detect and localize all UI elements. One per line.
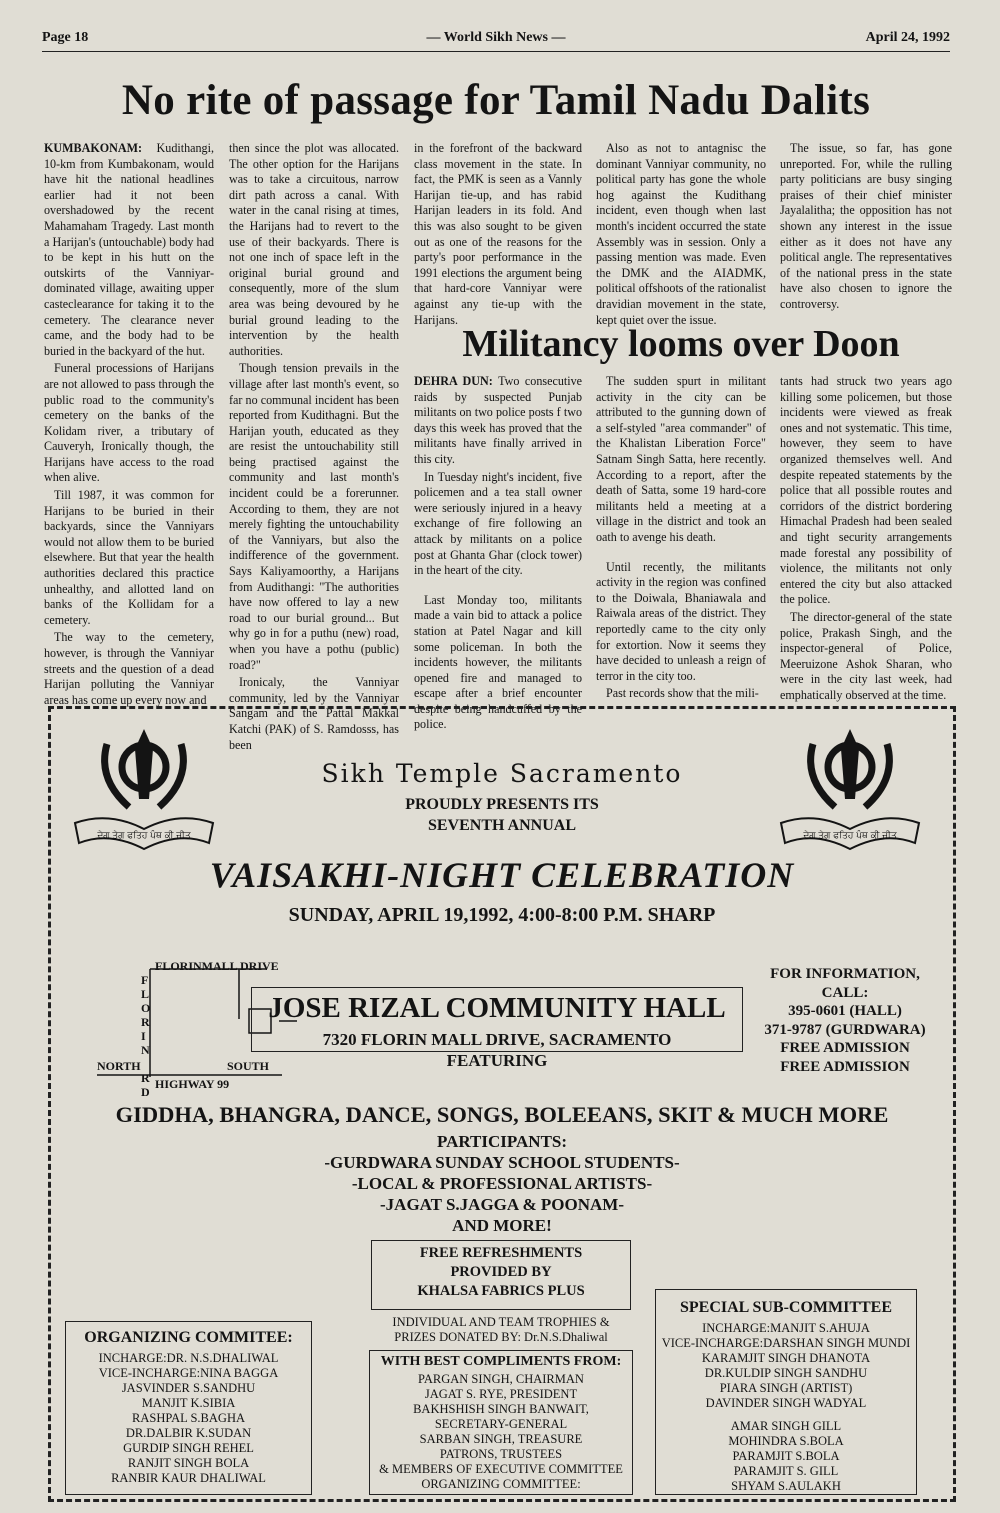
article1-column-4 (596, 141, 766, 326)
map-label-letter: D (141, 1085, 150, 1099)
article2-text: The sudden spurt in militant activity in the city can be attributed to the gunning down of a self-styled "area commander" of the Khalistan Liberation Force" Satnam Singh Satta, here recently. According to a report, after the death of Satta, some 19 hard-core militants held a meeting at a village in the district and took an oath to avenge his death. (596, 374, 766, 544)
org-member: GURDIP SINGH REHEL (123, 1441, 254, 1455)
article2-text: Two consecutive raids by suspected Punjab militants on two police posts f two days this week has proved that the militants have finally arrived in this city. (414, 374, 583, 466)
article1-headline: No rite of passage for Tamil Nadu Dalits (121, 77, 871, 124)
map-label-north: NORTH (97, 1059, 141, 1073)
participants (51, 1131, 953, 1236)
contact-line: FREE ADMISSION (780, 1040, 910, 1056)
contact-line: 371-9787 (GURDWARA) (764, 1021, 926, 1038)
refresh-line: PROVIDED BY (450, 1264, 552, 1280)
participant-line: AND MORE! (452, 1216, 552, 1235)
page-number: Page 18 (42, 30, 89, 45)
article1-text: then since the plot was allocated. The other option for the Harijans was to take a circuitous, narrow dirt path across a canal. With water in the canal rising at times, the Harijans had to revert to the use of their backyards. There is not one inch of space left in the original burial ground and consequently, more of the slum area was being devoured by he burial ground leading to the intervention by the health authorities. (229, 141, 399, 358)
participant-line: -LOCAL & PROFESSIONAL ARTISTS- (351, 1174, 653, 1193)
compliments-list (369, 1372, 633, 1492)
emblem-banner-text: ਦੇਗ ਤੇਗ ਫਤਿਹ ਪੰਥ ਕੀ ਜੀਤ (803, 831, 897, 841)
article2-text: Until recently, the militants activity in the region was confined to the Doiwala, Bhaniawala and Raiwala areas of the district. They reportedly came to the city only for extortion. Now it seems they have decided to unleash a reign of terror in the city too. (596, 559, 766, 683)
khanda-emblem-icon (69, 719, 219, 869)
sub-member: DR.KULDIP SINGH SANDHU (704, 1366, 868, 1380)
refresh-line: FREE REFRESHMENTS (419, 1245, 583, 1261)
article1-column-5 (780, 141, 952, 326)
article1-column-1 (44, 141, 214, 707)
event-advertisement (48, 706, 956, 1502)
page-header (42, 30, 950, 50)
article2-text: Last Monday too, militants made a vain bid to attack a police station at Patel Nagar and kill some policeman. In both the incidents however, the militants opened fire and managed to escape after a brief encounter despite being handcuffed by the police. (414, 592, 582, 732)
refreshments (371, 1244, 631, 1301)
khanda-emblem-icon (775, 719, 925, 869)
map-label-florinmall: FLORINMALL DRIVE (155, 959, 279, 973)
compliment-line: BAKHSHISH SINGH BANWAIT, (413, 1402, 589, 1416)
compliment-line: PATRONS, TRUSTEES (439, 1447, 563, 1461)
article1-column-3 (414, 141, 582, 326)
issue-date: April 24, 1992 (865, 30, 950, 45)
sub-member: VICE-INCHARGE:DARSHAN SINGH MUNDI (661, 1336, 911, 1350)
header-rule (42, 51, 950, 52)
org-member: DR.DALBIR K.SUDAN (125, 1426, 252, 1440)
map-label-letter: O (141, 1001, 151, 1015)
participant-line: -GURDWARA SUNDAY SCHOOL STUDENTS- (324, 1153, 680, 1172)
trophies-line: INDIVIDUAL AND TEAM TROPHIES & (392, 1315, 610, 1329)
presents-line: PROUDLY PRESENTS ITS (405, 796, 599, 813)
article1-text: in the forefront of the backward class movement in the state. In fact, the PMK is seen as a Vannly Harijan tie-up, and has rabid Harijan leaders in its fold. And this was also sought to be given out as one of the reasons for the party's poor performance in the 1991 elections the argument being that hard-core Vanniyar were against any tie-up with the Harijans. (414, 141, 582, 327)
map-label-letter: L (141, 987, 150, 1001)
article2-column-1 (414, 374, 583, 732)
event-date: SUNDAY, APRIL 19,1992, 4:00-8:00 P.M. SHARP (288, 904, 716, 926)
article2-text: Past records show that the mili- (606, 686, 759, 701)
contact-line: FOR INFORMATION, (770, 966, 920, 982)
article1-text: Also as not to antagnisc the dominant Vanniyar community, no political party has gone the whole hog against the Kudithang incident, even though when last month's incident occurred the state Assembly was in session. Only a passing mention was made. Even the DMK and the AIADMK, political offshoots of the rationalist dravidian movement in the state, kept quiet over the issue. (596, 141, 766, 327)
article1-dateline: KUMBAKONAM: (44, 141, 143, 155)
org-member: RANJIT SINGH BOLA (127, 1456, 250, 1470)
article2-text: tants had struck two years ago killing some policemen, but those incidents were viewed as freak ones and not systematic. This time, however, they seem to have organized themselves well. And despite repeated statements by the police that all possible routes and corridors of the district bordering Himachal Pradesh had been sealed and tight security arrangements made forestal any possibility of violence, the militants not only entered the city but also attacked the police. (780, 374, 952, 607)
article1-column-2 (229, 141, 399, 752)
compliment-line: SECRETARY-GENERAL (434, 1417, 568, 1431)
organizing-title: ORGANIZING COMMITEE: (84, 1329, 293, 1346)
refresh-line: KHALSA FABRICS PLUS (417, 1283, 585, 1299)
org-member: RANBIR KAUR DHALIWAL (111, 1471, 266, 1485)
event-title: VAISAKHI-NIGHT CELEBRATION (209, 855, 795, 895)
temple-name: Sikh Temple Sacramento (321, 759, 683, 788)
sub-member: INCHARGE:MANJIT S.AHUJA (702, 1321, 870, 1335)
hall-name: JOSE RIZAL COMMUNITY HALL (268, 992, 726, 1024)
article2-column-2 (596, 374, 766, 701)
participant-line: -JAGAT S.JAGGA & POONAM- (380, 1195, 624, 1214)
sub-member: PARAMJIT S. GILL (733, 1464, 839, 1478)
article1-text: Ironicaly, the Vanniyar community, led by the Vanniyar Sangam and the Pattal Makkal Katchi (PAK) of S. Ramdosss, has been (229, 675, 399, 752)
map-label-letter: F (141, 973, 149, 987)
annual-line: SEVENTH ANNUAL (427, 817, 577, 834)
sub-member: KARAMJIT SINGH DHANOTA (701, 1351, 871, 1365)
article1-text: Though tension prevails in the village after last month's event, so far no communal incident has been reported from Kudithagni. But the Harijan youth, educated as they are resist the untouchability still being practised against the community and last month's incident could be a forerunner. According to them, they are not merely fighting the untouchability of the Vanniyars, but also the indifference of the government. Says Kaliyamoorthy, a Harijans from Audithangi: "The authorities have now offered to lay a new road to our burial ground... But why go in for a puthu (new) road, when you have a pothu (public) road?" (229, 361, 399, 672)
compliment-line: SARBAN SINGH, TREASURE (419, 1432, 583, 1446)
compliment-line: & MEMBERS OF EXECUTIVE COMMITTEE (379, 1462, 623, 1476)
article1-text: The issue, so far, has gone unreported. For, while the rulling party politicians are busy singing praises of their chief minister Jayalalitha; the opposition has not shown any interest in the issue either as it does not have any political angle. The representatives of the national press in the state have also chosen to ignore the controversy. (780, 141, 952, 311)
org-member: INCHARGE:DR. N.S.DHALIWAL (98, 1351, 279, 1365)
map-label-letter: R (141, 1015, 150, 1029)
org-member: RASHPAL S.BAGHA (132, 1411, 245, 1425)
org-member: MANJIT K.SIBIA (141, 1396, 236, 1410)
sub-member: DAVINDER SINGH WADYAL (705, 1396, 867, 1410)
compliment-line: JAGAT S. RYE, PRESIDENT (424, 1387, 578, 1401)
contact-line: FREE ADMISSION (780, 1058, 910, 1075)
organizing-list (65, 1351, 312, 1486)
article2-text: The director-general of the state police, Prakash Singh, and the inspector-general of Police, Meeruizone Ashok Sharan, who were in the city last week, had emphatically observed at the time. (780, 609, 952, 702)
compliments-title: WITH BEST COMPLIMENTS FROM: (380, 1354, 622, 1369)
sub-member: PIARA SINGH (ARTIST) (719, 1381, 853, 1395)
sub-member: SHYAM S.AULAKH (731, 1479, 841, 1493)
map-label-south: SOUTH (227, 1059, 270, 1073)
hall-address: 7320 FLORIN MALL DRIVE, SACRAMENTO (322, 1030, 672, 1049)
article2-headline: Militancy looms over Doon (462, 323, 900, 365)
article2-column-3 (780, 374, 952, 702)
article1-text: Funeral processions of Harijans are not allowed to pass through the public road to the community's cemetery on the banks of the Kolidam river, a tributary of Cauveryh, Ironically though, the Harijans have access to the road when alive. (44, 361, 214, 485)
contact-line: 395-0601 (HALL) (788, 1003, 902, 1019)
paper-name: — World Sikh News — (426, 30, 566, 45)
compliment-line: PARGAN SINGH, CHAIRMAN (418, 1372, 584, 1386)
emblem-banner-text: ਦੇਗ ਤੇਗ ਫਤਿਹ ਪੰਥ ਕੀ ਜੀਤ (97, 831, 191, 841)
article1-text: Kudithangi, 10-km from Kumbakonam, would have hit the national headlines earlier had it not been overshadowed by the recent Mahamaham Tragedy. Last month a Harijan's (untouchable) body had to be kept in his hutt on the outskirts of the Vanniyar-dominated village, awaiting upper casteclearance for taking it to the cemetery. The clearance never came, and the body had to be buried in the backyard of the hut. (44, 141, 214, 358)
contact-info (745, 965, 945, 1076)
featuring-label: FEATURING (446, 1051, 548, 1070)
org-member: JASVINDER S.SANDHU (121, 1381, 256, 1395)
article2-text: In Tuesday night's incident, five policemen and a tea stall owner were seriously injured in a heavy exchange of fire following an attack by militants on a police post at Ghanta Ghar (clock tower) in the heart of the city. (414, 469, 582, 578)
article1-text: Till 1987, it was common for Harijans to be buried in their backyards, since the Vanniyars would not allow them to be buried elsewhere. But that year the health authorities declared this practice unhealthy, and allotted land on banks of the Kollidam for a cemetery. (44, 488, 214, 627)
contact-line: CALL: (821, 984, 869, 1001)
participants-title: PARTICIPANTS: (436, 1132, 568, 1151)
acts-line: GIDDHA, BHANGRA, DANCE, SONGS, BOLEEANS, SKIT & MUCH MORE (115, 1102, 889, 1127)
article2-dateline: DEHRA DUN: (414, 374, 493, 388)
compliment-line: ORGANIZING COMMITTEE: (421, 1477, 581, 1491)
sub-member: PARAMJIT S.BOLA (732, 1449, 840, 1463)
sub-committee-title: SPECIAL SUB-COMMITTEE (679, 1299, 893, 1316)
map-label-letter: N (141, 1043, 150, 1057)
map-label-highway: HIGHWAY 99 (155, 1077, 230, 1091)
map-label-letter: R (141, 1071, 150, 1085)
sub-committee-list (655, 1321, 917, 1494)
org-member: VICE-INCHARGE:NINA BAGGA (98, 1366, 279, 1380)
sub-member: MOHINDRA S.BOLA (728, 1434, 844, 1448)
article1-text: The way to the cemetery, however, is through the Vanniyar streets and the question of a dead Harijan polluting the Vanniyar areas has come up every now and (44, 630, 214, 707)
sub-member: AMAR SINGH GILL (730, 1419, 842, 1433)
prizes-line: PRIZES DONATED BY: Dr.N.S.Dhaliwal (394, 1330, 608, 1344)
map-label-letter: I (141, 1029, 146, 1043)
